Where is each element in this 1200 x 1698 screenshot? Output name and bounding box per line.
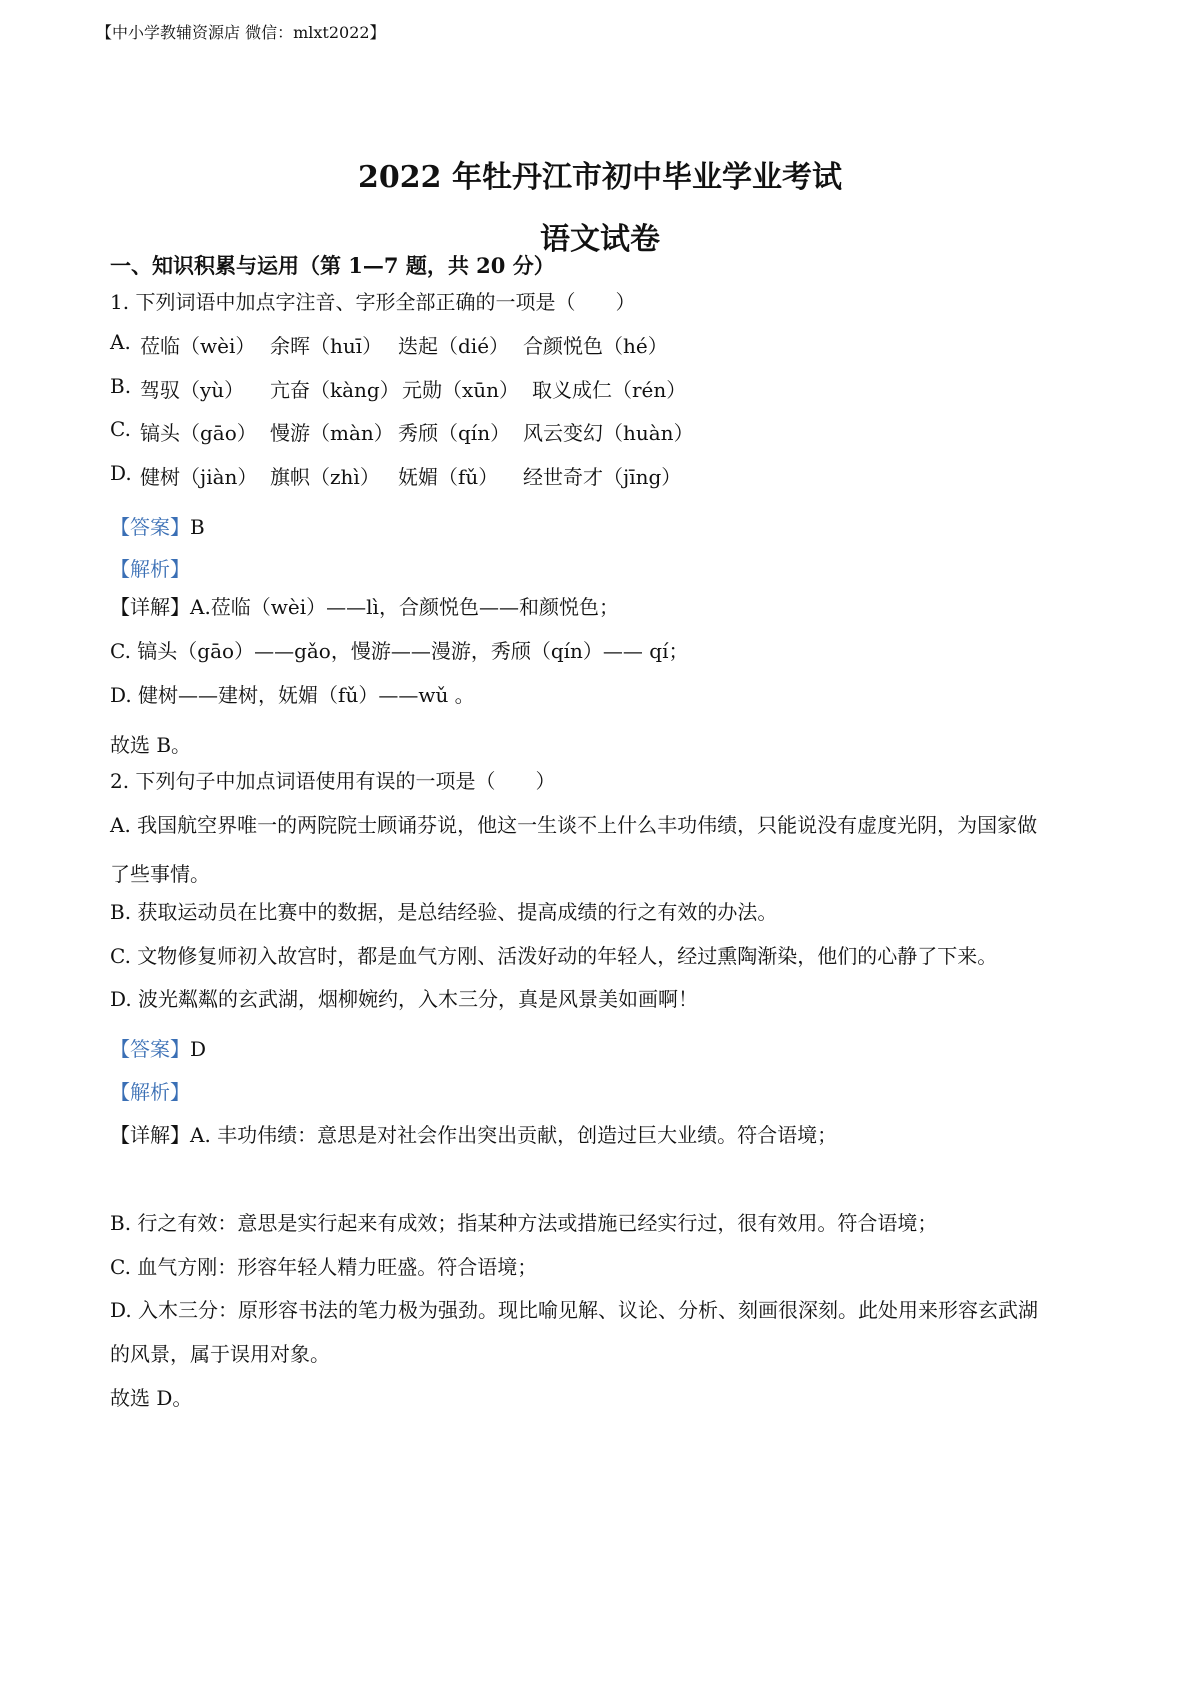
option-item: 合颜悦色（hé） [523,334,668,358]
section-heading: 一、知识积累与运用（第 1—7 题，共 20 分） [110,253,555,278]
q2-option-c: C. 文物修复师初入故宫时，都是血气方刚、活泼好动的年轻人，经过熏陶渐染，他们的心静了下来。 [110,944,998,968]
option-item: 慢游（màn） [270,421,394,445]
option-item: 镐头（gāo） [140,421,257,445]
option-item: 余晖（huī） [270,334,383,358]
q1-answer [110,511,205,540]
option-item: 秀颀（qín） [398,421,511,445]
option-label: C. [110,417,131,441]
option-item: 迭起（dié） [398,334,510,358]
q1-conclusion: 故选 B。 [110,733,192,757]
q2-answer [110,1033,206,1062]
option-item: 驾驭（yù） [140,378,245,402]
option-item: 经世奇才（jīng） [523,465,682,489]
q1-detail-line: D. 健树——建树，妩媚（fǔ）——wǔ 。 [110,683,475,707]
q1-option-b [110,374,687,402]
option-label: D. [110,461,132,485]
option-item: 元勋（xūn） [402,378,520,402]
option-item: 健树（jiàn） [140,465,258,489]
header-tag: 【中小学教辅资源店 微信：mlxt2022】 [96,23,386,42]
option-item: 亢奋（kàng） [270,378,400,402]
q2-conclusion: 故选 D。 [110,1386,193,1410]
q2-detail-line: 的风景，属于误用对象。 [110,1342,330,1366]
answer-value: D [190,1037,207,1061]
option-item: 妩媚（fǔ） [398,465,499,489]
q2-analysis-tag: 【解析】 [110,1080,190,1104]
q2-option-a: A. 我国航空界唯一的两院院士顾诵芬说，他这一生谈不上什么丰功伟绩，只能说没有虚度光阴，为国家做 [110,813,1038,837]
page-title: 2022 年牡丹江市初中毕业学业考试 [358,160,842,195]
answer-tag: 【答案】 [110,1037,190,1061]
q2-option-a-cont: 了些事情。 [110,862,210,886]
q1-analysis-tag: 【解析】 [110,557,190,581]
option-item: 莅临（wèi） [140,334,256,358]
q2-detail-line: 【详解】A. 丰功伟绩：意思是对社会作出突出贡献，创造过巨大业绩。符合语境； [110,1123,838,1147]
page-subtitle: 语文试卷 [540,222,660,257]
q2-detail-line: D. 入木三分：原形容书法的笔力极为强劲。现比喻见解、议论、分析、刻画很深刻。此处用来形容玄武湖 [110,1298,1039,1322]
option-label: A. [110,330,131,354]
q2-option-d: D. 波光粼粼的玄武湖，烟柳婉约，入木三分，真是风景美如画啊！ [110,987,699,1011]
q1-option-c [110,417,694,445]
q1-stem: 1. 下列词语中加点字注音、字形全部正确的一项是（ ） [110,290,636,314]
q1-detail-line: 【详解】A.莅临（wèi）——lì，合颜悦色——和颜悦色； [110,595,619,619]
option-label: B. [110,374,132,398]
option-item: 风云变幻（huàn） [523,421,694,445]
q2-detail-line: C. 血气方刚：形容年轻人精力旺盛。符合语境； [110,1255,538,1279]
q1-option-d [110,461,682,489]
option-item: 取义成仁（rén） [532,378,687,402]
q1-detail-line: C. 镐头（gāo）——gǎo，慢游——漫游，秀颀（qín）—— qí； [110,639,689,663]
q2-stem: 2. 下列句子中加点词语使用有误的一项是（ ） [110,769,556,793]
q1-option-a [110,330,668,358]
option-item: 旗帜（zhì） [270,465,380,489]
q2-detail-line: B. 行之有效：意思是实行起来有成效；指某种方法或措施已经实行过，很有效用。符合语境； [110,1211,938,1235]
answer-tag: 【答案】 [110,515,190,539]
q2-option-b: B. 获取运动员在比赛中的数据，是总结经验、提高成绩的行之有效的办法。 [110,900,778,924]
answer-value: B [190,515,205,539]
